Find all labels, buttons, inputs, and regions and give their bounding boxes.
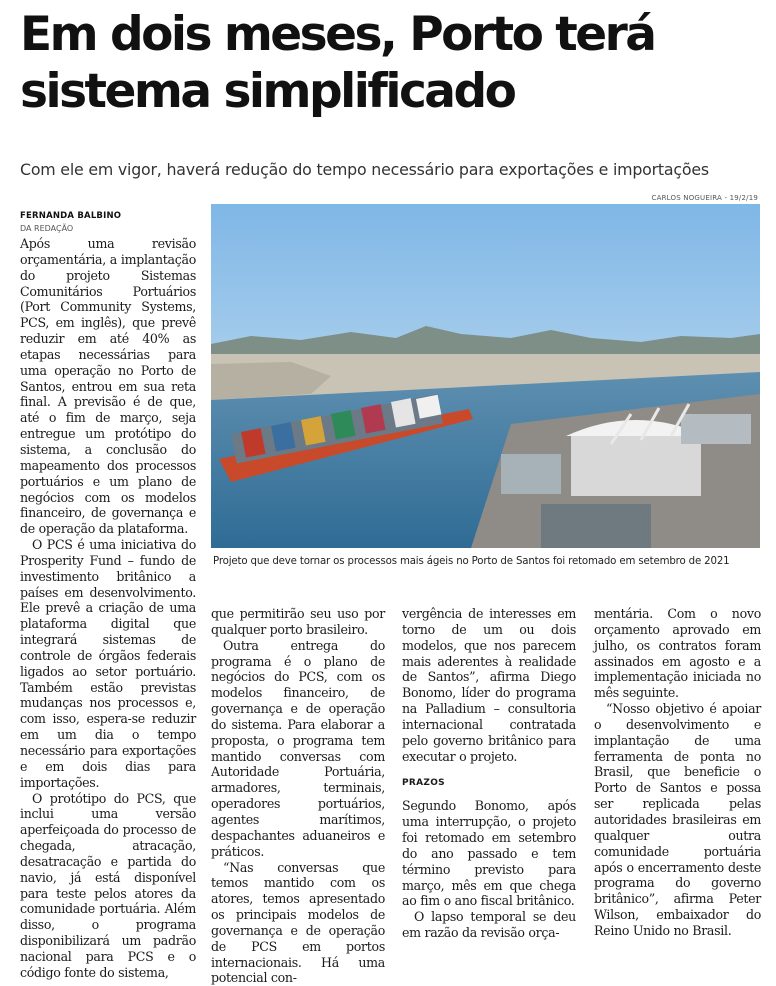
- column-1: [20, 236, 196, 981]
- paragraph: mentária. Com o novo orçamento aprovado em julho, os contratos foram assinados em agosto e a implementação iniciada no mês seguinte.: [594, 606, 761, 701]
- author-name: FERNANDA BALBINO: [20, 211, 121, 221]
- paragraph: “Nosso objetivo é apoiar o desenvolvimento e implantação de uma ferramenta de ponta no Brasil, que beneficie o Porto de Santos e possa ser replicada pelas autoridades brasileiras em qualquer outra comunidade portuária após o encerramento deste programa do governo britânico”, afirma Peter Wilson, embaixador do Reino Unido no Brasil.: [594, 701, 761, 939]
- column-4: [594, 606, 761, 939]
- subheadline: Com ele em vigor, haverá redução do tempo necessário para exportações e importações: [20, 160, 765, 179]
- paragraph: O PCS é uma iniciativa do Prosperity Fund – fundo de investimento britânico a países em desenvolvimento. Ele prevê a criação de uma plataforma digital que integrará sistemas de controle de órgãos federais ligados ao setor portuário. Também estão previstas mudanças nos processos e, com isso, espera-se reduzir em um dia o tempo necessário para exportações e em dois dias para importações.: [20, 537, 196, 791]
- newsroom-label: DA REDAÇÃO: [20, 224, 73, 233]
- paragraph: O lapso temporal se deu em razão da revisão orça-: [402, 909, 576, 941]
- headline: Em dois meses, Porto terá sistema simplificado: [20, 6, 760, 120]
- paragraph: Após uma revisão orçamentária, a implantação do projeto Sistemas Comunitários Portuários (Port Community Systems, PCS, em inglês), que prevê reduzir em até 40% as etapas necessárias para uma operação no Porto de Santos, entrou em sua reta final. A previsão é de que, até o fim de março, seja entregue um protótipo do sistema, a conclusão do mapeamento dos processos portuários e um plano de negócios com os modelos financeiro, de governança e de operação da plataforma.: [20, 236, 196, 537]
- paragraph: Outra entrega do programa é o plano de negócios do PCS, com os modelos financeiro, de governança e de operação do sistema. Para elaborar a proposta, o programa tem mantido conversas com Autoridade Portuária, armadores, terminais, operadores portuários, agentes marítimos, despachantes aduaneiros e práticos.: [211, 638, 385, 860]
- paragraph: Segundo Bonomo, após uma interrupção, o projeto foi retomado em setembro do ano passado e tem término previsto para março, mês em que chega ao fim o ano fiscal britânico.: [402, 798, 576, 909]
- paragraph: que permitirão seu uso por qualquer porto brasileiro.: [211, 606, 385, 638]
- intertitle: PRAZOS: [402, 776, 576, 792]
- photo-caption: Projeto que deve tornar os processos mais ágeis no Porto de Santos foi retomado em setembro de 2021: [213, 556, 763, 567]
- paragraph: “Nas conversas que temos mantido com os atores, temos apresentado os principais modelos de governança e de operação de PCS em portos internacionais. Há uma potencial con-: [211, 860, 385, 986]
- photo-credit: CARLOS NOGUEIRA - 19/2/19: [652, 194, 758, 202]
- paragraph: O protótipo do PCS, que inclui uma versão aperfeiçoada do processo de chegada, atracação, desatracação e partida do navio, já está disponível para teste pelos atores da comunidade portuária. Além disso, o programa disponibilizará um padrão nacional para PCS e o código fonte do sistema,: [20, 791, 196, 981]
- column-2: [211, 606, 385, 986]
- port-photo: [211, 204, 760, 548]
- paragraph: vergência de interesses em torno de um ou dois modelos, que nos parecem mais aderentes à realidade de Santos”, afirma Diego Bonomo, líder do programa na Palladium – consultoria internacional contratada pelo governo britânico para executar o projeto.: [402, 606, 576, 764]
- port-illustration: [211, 204, 760, 548]
- column-3: [402, 606, 576, 941]
